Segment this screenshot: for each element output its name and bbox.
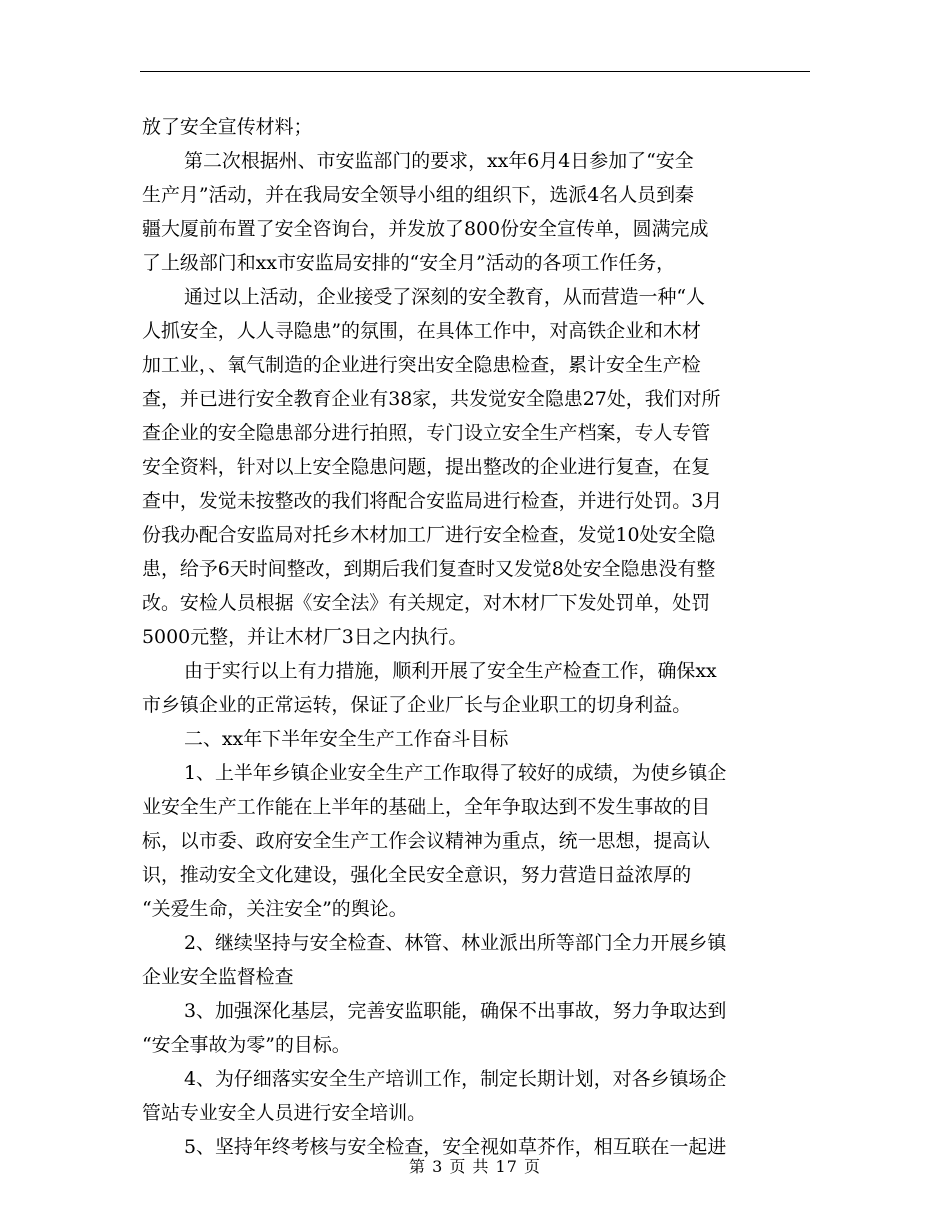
text-line: 改。安检人员根据《安全法》有关规定，对木材厂下发处罚单，处罚 bbox=[142, 592, 711, 614]
text-line: 份我办配合安监局对托乡木材加工厂进行安全检查，发觉10处安全隐 bbox=[142, 524, 716, 546]
text-line: 查，并已进行安全教育企业有38家，共发觉安全隐患27处，我们对所 bbox=[142, 388, 721, 410]
text-line: 管站专业安全人员进行安全培训。 bbox=[142, 1102, 427, 1124]
text-line: 了上级部门和xx市安监局安排的“安全月”活动的各项工作任务， bbox=[142, 252, 676, 274]
text-line: 查中，发觉未按整改的我们将配合安监局进行检查，并进行处罚。3月 bbox=[142, 490, 723, 512]
text-line: 疆大厦前布置了安全咨询台，并发放了800份安全宣传单，圆满完成 bbox=[142, 218, 709, 240]
text-line: 3、加强深化基层，完善安监职能，确保不出事故，努力争取达到 bbox=[184, 1000, 727, 1022]
text-line: 生产月”活动，并在我局安全领导小组的组织下，选派4名人员到秦 bbox=[142, 184, 694, 206]
text-line: 放了安全宣传材料； bbox=[142, 116, 313, 138]
text-line: 2、继续坚持与安全检查、林管、林业派出所等部门全力开展乡镇 bbox=[184, 932, 727, 954]
text-line: 加工业，、氧气制造的企业进行突出安全隐患检查，累计安全生产检 bbox=[142, 354, 701, 376]
text-line: 业安全生产工作能在上半年的基础上，全年争取达到不发生事故的目 bbox=[142, 796, 711, 818]
text-line: 市乡镇企业的正常运转，保证了企业厂长与企业职工的切身利益。 bbox=[142, 694, 692, 716]
document-body bbox=[142, 110, 812, 1164]
text-line: 人抓安全，人人寻隐患”的氛围，在具体工作中，对高铁企业和木材 bbox=[142, 320, 701, 342]
text-line: 识，推动安全文化建设，强化全民安全意识，努力营造日益浓厚的 bbox=[142, 864, 692, 886]
text-line: “关爱生命，关注安全”的舆论。 bbox=[142, 898, 408, 920]
text-line: 4、为仔细落实安全生产培训工作，制定长期计划，对各乡镇场企 bbox=[184, 1068, 727, 1090]
text-line: 5000元整，并让木材厂3日之内执行。 bbox=[142, 626, 468, 648]
text-line: 1、上半年乡镇企业安全生产工作取得了较好的成绩，为使乡镇企 bbox=[184, 762, 727, 784]
text-line: 安全资料，针对以上安全隐患问题，提出整改的企业进行复查，在复 bbox=[142, 456, 711, 478]
text-line: 标，以市委、政府安全生产工作会议精神为重点，统一思想，提高认 bbox=[142, 830, 711, 852]
text-line: 患，给予6天时间整改，到期后我们复查时又发觉8处安全隐患没有整 bbox=[142, 558, 716, 580]
text-line: 第二次根据州、市安监部门的要求，xx年6月4日参加了“安全 bbox=[184, 150, 694, 172]
text-line: 二、xx年下半年安全生产工作奋斗目标 bbox=[184, 728, 509, 750]
text-line: 通过以上活动，企业接受了深刻的安全教育，从而营造一种“人 bbox=[184, 286, 705, 308]
text-line: “安全事故为零”的目标。 bbox=[142, 1034, 351, 1056]
text-line: 由于实行以上有力措施，顺利开展了安全生产检查工作，确保xx bbox=[184, 660, 717, 682]
text-line: 查企业的安全隐患部分进行拍照，专门设立安全生产档案，专人专管 bbox=[142, 422, 711, 444]
page-footer: 第 3 页 共 17 页 bbox=[409, 1157, 541, 1176]
header-rule bbox=[140, 71, 810, 72]
text-line: 企业安全监督检查 bbox=[142, 966, 294, 988]
text-line: 5、坚持年终考核与安全检查，安全视如草芥作，相互联在一起进 bbox=[184, 1136, 727, 1158]
